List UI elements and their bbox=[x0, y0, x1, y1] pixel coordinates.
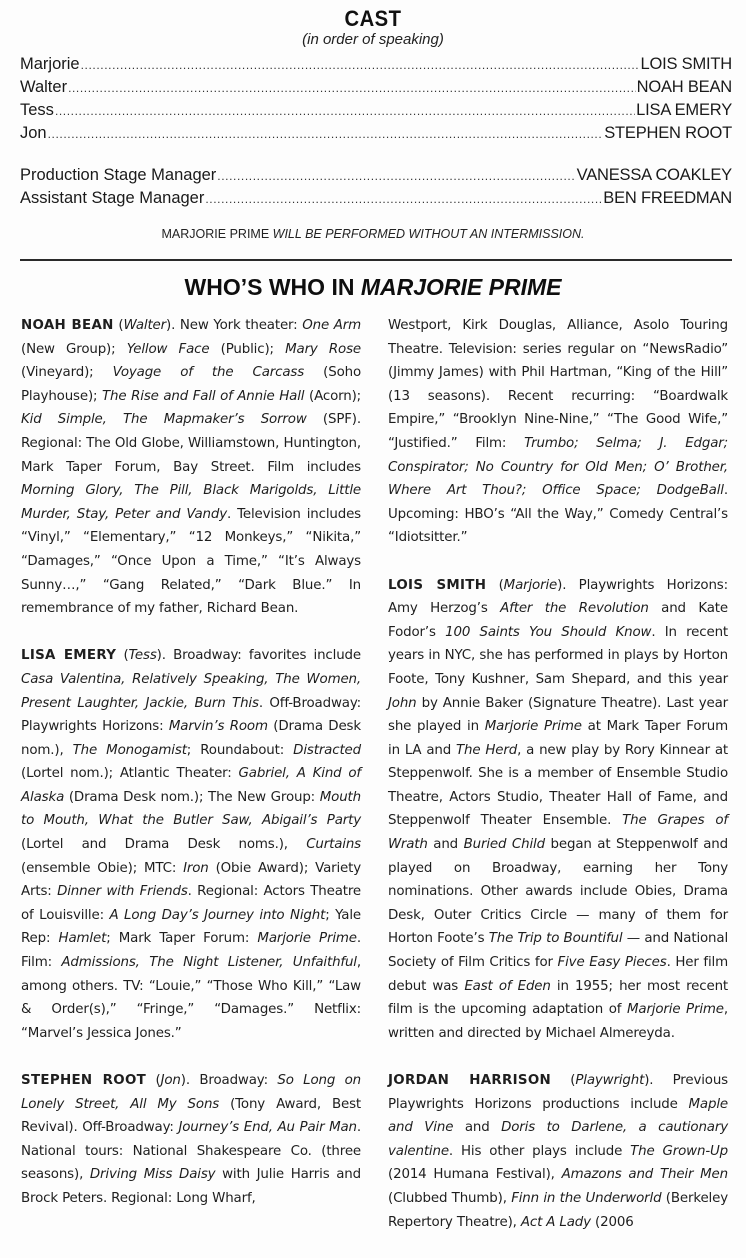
bio-title-italic: Marjorie Prime bbox=[626, 1002, 724, 1018]
bio-text: . In recent years in NYC, she has performed in plays by Horton Foote, Tony Kushner, Sam Shepard, and this year bbox=[388, 624, 729, 687]
bio-text: ). Broadway: bbox=[180, 1073, 278, 1088]
bio-title-italic: The Rise and Fall of Annie Hall bbox=[102, 388, 305, 404]
bio-text: . Regional: Actors Theatre of Louisville: bbox=[21, 884, 362, 923]
bio-text: ). Previous Playwrights Horizons productions include bbox=[388, 1073, 728, 1112]
bio-name: STEPHEN ROOT bbox=[21, 1073, 147, 1088]
bio-title-italic: Casa Valentina, Relatively Speaking, The Women, Present Laughter, Jackie, Burn This bbox=[21, 671, 361, 711]
bio-title-italic: John bbox=[388, 695, 417, 711]
bio-paragraph bbox=[388, 1069, 728, 1234]
dot-leader bbox=[68, 77, 636, 99]
bio-title-italic: Buried Child bbox=[463, 837, 545, 853]
bio-title-italic: Marjorie Prime bbox=[484, 719, 582, 735]
bio-text: (Public); bbox=[209, 341, 286, 357]
bio-title-italic: After the Revolution bbox=[500, 601, 649, 617]
bio-title-italic: Journey’s End, Au Pair Man bbox=[178, 1120, 357, 1136]
bio-text: (Acorn); bbox=[304, 388, 362, 404]
bio-title-italic: Gabriel, A Kind of Alaska bbox=[21, 766, 361, 805]
bio-text: (Clubbed Thumb), bbox=[388, 1190, 512, 1206]
bio-title-italic: Driving Miss Daisy bbox=[89, 1167, 216, 1183]
bio-text: (Drama Desk nom.), bbox=[21, 719, 361, 758]
crew-name: BEN FREEDMAN bbox=[603, 189, 732, 207]
whos-who-prefix: WHO’S WHO IN bbox=[184, 274, 361, 300]
bio-title-italic: Morning Glory, The Pill, Black Marigolds, Little Murder, Stay, Peter and Vandy bbox=[21, 483, 361, 522]
bio-text: ). Broadway: favorites include bbox=[156, 648, 361, 664]
bio-title-italic: Trumbo; Selma; J. Edgar; Conspirator; No Country for Old Men; O’ Brother, Where Art Thou?; Office Space; DodgeBall bbox=[388, 435, 728, 499]
bio-text: ( bbox=[486, 577, 504, 593]
bio-title-italic: Marvin’s Room bbox=[168, 719, 268, 735]
bio-text: . Television includes “Vinyl,” “Elementary,” “12 Monkeys,” “Nikita,” “Damages,” “Once Upon a Time,” “It’s Always Sunny…,” “Gang Related,” “Dark Blue.” In remembrance of my father, Richard Bean. bbox=[21, 506, 361, 617]
bio-name: LISA EMERY bbox=[21, 648, 117, 664]
cast-subtitle: (in order of speaking) bbox=[302, 31, 444, 48]
bio-title-italic: Yellow Face bbox=[126, 341, 210, 357]
bio-title-italic: Amazons and Their Men bbox=[561, 1167, 728, 1183]
intermission-text: WILL BE PERFORMED WITHOUT AN INTERMISSION. bbox=[269, 227, 585, 241]
bio-text: (Tony Award, Best Revival). Off-Broadway: bbox=[21, 1096, 361, 1136]
bio-title-italic: The Grown-Up bbox=[630, 1143, 729, 1159]
cast-heading: CAST bbox=[344, 6, 402, 31]
bio-text: with Julie Harris and Brock Peters. Regional: Long Wharf, bbox=[21, 1167, 361, 1206]
bio-paragraph bbox=[388, 574, 728, 1046]
bio-title-italic: Iron bbox=[183, 860, 209, 876]
crew-list bbox=[20, 164, 732, 210]
bio-title-italic: Five Easy Pieces bbox=[557, 955, 667, 971]
bio-title-italic: Distracted bbox=[293, 742, 361, 758]
bio-text: — and National Society of Film Critics for bbox=[388, 931, 729, 971]
bio-text: , among others. TV: “Louie,” “Those Who Kill,” “Law & Order(s),” “Fringe,” “Damages.” Netflix: “Marvel’s Jessica Jones.” bbox=[21, 955, 361, 1041]
bio-text: . National tours: National Shakespeare Co. (three seasons), bbox=[21, 1120, 361, 1183]
bio-text: (2006 bbox=[590, 1214, 634, 1230]
bio-title-italic: The Trip to Bountiful bbox=[488, 931, 623, 947]
bio-text: (Vineyard); bbox=[21, 365, 113, 381]
dot-leader bbox=[48, 123, 604, 145]
bio-name: LOIS SMITH bbox=[388, 577, 487, 593]
show-title: MARJORIE PRIME bbox=[161, 227, 270, 241]
bio-text: began at Steppenwolf and played on Broadway, earning her Tony nominations. Other awards include Obies, Drama Desk, Outer Critics Circle — many of them for Horton Foote’s bbox=[388, 837, 728, 947]
actor-name: LOIS SMITH bbox=[640, 55, 732, 73]
bio-name: NOAH BEAN bbox=[21, 318, 114, 333]
bio-text: and bbox=[453, 1120, 502, 1136]
bio-text: (Lortel and Drama Desk noms.), bbox=[21, 837, 307, 853]
dot-leader bbox=[81, 54, 640, 76]
bio-text: ; Roundabout: bbox=[186, 742, 294, 758]
whos-who-heading bbox=[0, 274, 746, 301]
cast-row bbox=[20, 53, 732, 76]
bio-paragraph bbox=[21, 1069, 361, 1211]
cast-row bbox=[20, 76, 732, 99]
bio-text: , a new play by Rory Kinnear at Steppenwolf. She is a member of Ensemble Studio Theatre, Actors Studio, Theater Hall of Fame, and Steppenwolf Theater Ensemble. bbox=[388, 742, 728, 829]
bio-title-italic: Walter bbox=[123, 318, 166, 333]
bio-title-italic: Mary Rose bbox=[285, 341, 362, 357]
bio-title-italic: So Long on Lonely Street, All My Sons bbox=[21, 1073, 361, 1112]
bio-column-right bbox=[388, 314, 728, 1258]
bio-text: (Lortel nom.); Atlantic Theater: bbox=[21, 766, 239, 782]
actor-name: LISA EMERY bbox=[636, 101, 732, 119]
bio-title-italic: Kid Simple, The Mapmaker’s Sorrow bbox=[21, 412, 307, 428]
role-name: Marjorie bbox=[20, 55, 80, 73]
bio-title-italic: The Herd bbox=[456, 742, 518, 758]
bio-text: (SPF). Regional: The Old Globe, Williamstown, Huntington, Mark Taper Forum, Bay Street. Film includes bbox=[21, 412, 361, 475]
bio-title-italic: Mouth to Mouth, What the Butler Saw, Abigail’s Party bbox=[21, 789, 361, 829]
bio-title-italic: Act A Lady bbox=[520, 1214, 591, 1230]
bio-text: Westport, Kirk Douglas, Alliance, Asolo Touring Theatre. Television: series regular on “NewsRadio” (Jimmy James) with Phil Hartman, “King of the Hill” (13 seasons). Recent recurring: “Boardwalk Empire,” “Brooklyn Nine-Nine,” “The Good Wife,” “Justified.” Film: bbox=[388, 318, 728, 451]
bio-text: , written and directed by Michael Almereyda. bbox=[388, 1002, 728, 1041]
bio-title-italic: Voyage of the Carcass bbox=[112, 365, 305, 381]
bio-name: JORDAN HARRISON bbox=[388, 1073, 552, 1088]
crew-row bbox=[20, 164, 732, 187]
bio-text: (Obie Award); Variety Arts: bbox=[21, 860, 362, 900]
crew-row bbox=[20, 187, 732, 210]
bio-paragraph bbox=[21, 314, 361, 621]
bio-text: ). Playwrights Horizons: Amy Herzog’s bbox=[388, 577, 728, 617]
bio-text: . Off-Broadway: Playwrights Horizons: bbox=[21, 695, 361, 735]
bio-title-italic: The Grapes of Wrath bbox=[388, 813, 728, 853]
bio-text: (New Group); bbox=[21, 341, 127, 357]
bio-title-italic: The Monogamist bbox=[72, 742, 187, 758]
bio-text: (Soho Playhouse); bbox=[21, 365, 361, 404]
crew-role: Production Stage Manager bbox=[20, 166, 217, 184]
section-divider bbox=[20, 259, 732, 261]
intermission-note bbox=[0, 227, 746, 241]
bio-text: (Drama Desk nom.); The New Group: bbox=[64, 789, 320, 805]
cast-list bbox=[20, 53, 732, 145]
bio-text: . His other plays include bbox=[448, 1143, 631, 1159]
bio-text: (2014 Humana Festival), bbox=[388, 1167, 562, 1183]
bio-column-left bbox=[21, 314, 361, 1234]
cast-row bbox=[20, 99, 732, 122]
bio-text: ( bbox=[146, 1073, 161, 1088]
bio-title-italic: Curtains bbox=[306, 837, 361, 853]
bio-title-italic: Tess bbox=[128, 648, 157, 664]
bio-title-italic: One Arm bbox=[302, 318, 362, 333]
crew-role: Assistant Stage Manager bbox=[20, 189, 205, 207]
bio-text: at Mark Taper Forum in LA and bbox=[388, 719, 728, 758]
bio-text: by Annie Baker (Signature Theatre). Last year she played in bbox=[388, 695, 728, 735]
bio-text: in 1955; her most recent film is the upcoming adaptation of bbox=[388, 978, 729, 1018]
bio-text: . Her film debut was bbox=[388, 955, 728, 994]
bio-title-italic: Jon bbox=[160, 1073, 181, 1088]
bio-paragraph bbox=[388, 314, 728, 550]
bio-title-italic: Dinner with Friends bbox=[57, 884, 188, 900]
bio-text: (Berkeley Repertory Theatre), bbox=[388, 1190, 728, 1230]
bio-text: . Film: bbox=[21, 931, 361, 971]
bio-text: ( bbox=[116, 648, 129, 664]
whos-who-show: MARJORIE PRIME bbox=[360, 274, 562, 300]
bio-title-italic: Finn in the Underworld bbox=[511, 1190, 662, 1206]
actor-name: STEPHEN ROOT bbox=[604, 124, 732, 142]
dot-leader bbox=[55, 100, 635, 122]
cast-row bbox=[20, 122, 732, 145]
role-name: Walter bbox=[20, 78, 68, 96]
bio-text: ; Yale Rep: bbox=[21, 907, 361, 947]
crew-name: VANESSA COAKLEY bbox=[576, 166, 732, 184]
bio-title-italic: Doris to Darlene, a cautionary valentine bbox=[388, 1120, 728, 1159]
bio-title-italic: Hamlet bbox=[58, 931, 107, 947]
bio-title-italic: Marjorie bbox=[503, 577, 558, 593]
dot-leader bbox=[217, 165, 575, 187]
bio-text: ( bbox=[113, 318, 124, 333]
dot-leader bbox=[205, 188, 602, 210]
bio-title-italic: 100 Saints You Should Know bbox=[445, 624, 652, 640]
bio-text: ( bbox=[551, 1073, 576, 1088]
bio-title-italic: East of Eden bbox=[464, 978, 551, 994]
bio-text: and Kate Fodor’s bbox=[388, 601, 728, 640]
bio-title-italic: Marjorie Prime bbox=[257, 931, 357, 947]
role-name: Tess bbox=[20, 101, 54, 119]
bio-title-italic: Maple and Vine bbox=[388, 1096, 728, 1136]
bio-paragraph bbox=[21, 644, 361, 1045]
role-name: Jon bbox=[20, 124, 47, 142]
bio-title-italic: A Long Day’s Journey into Night bbox=[109, 907, 326, 923]
bio-text: . Upcoming: HBO’s “All the Way,” Comedy Central’s “Idiotsitter.” bbox=[388, 483, 728, 546]
bio-text: and bbox=[427, 837, 464, 853]
bio-title-italic: Playwright bbox=[575, 1073, 645, 1088]
bio-text: ; Mark Taper Forum: bbox=[106, 931, 258, 947]
actor-name: NOAH BEAN bbox=[636, 78, 732, 96]
bio-text: ). New York theater: bbox=[166, 318, 303, 333]
bio-text: (ensemble Obie); MTC: bbox=[21, 860, 184, 876]
bio-title-italic: Admissions, The Night Listener, Unfaithful bbox=[61, 955, 357, 971]
